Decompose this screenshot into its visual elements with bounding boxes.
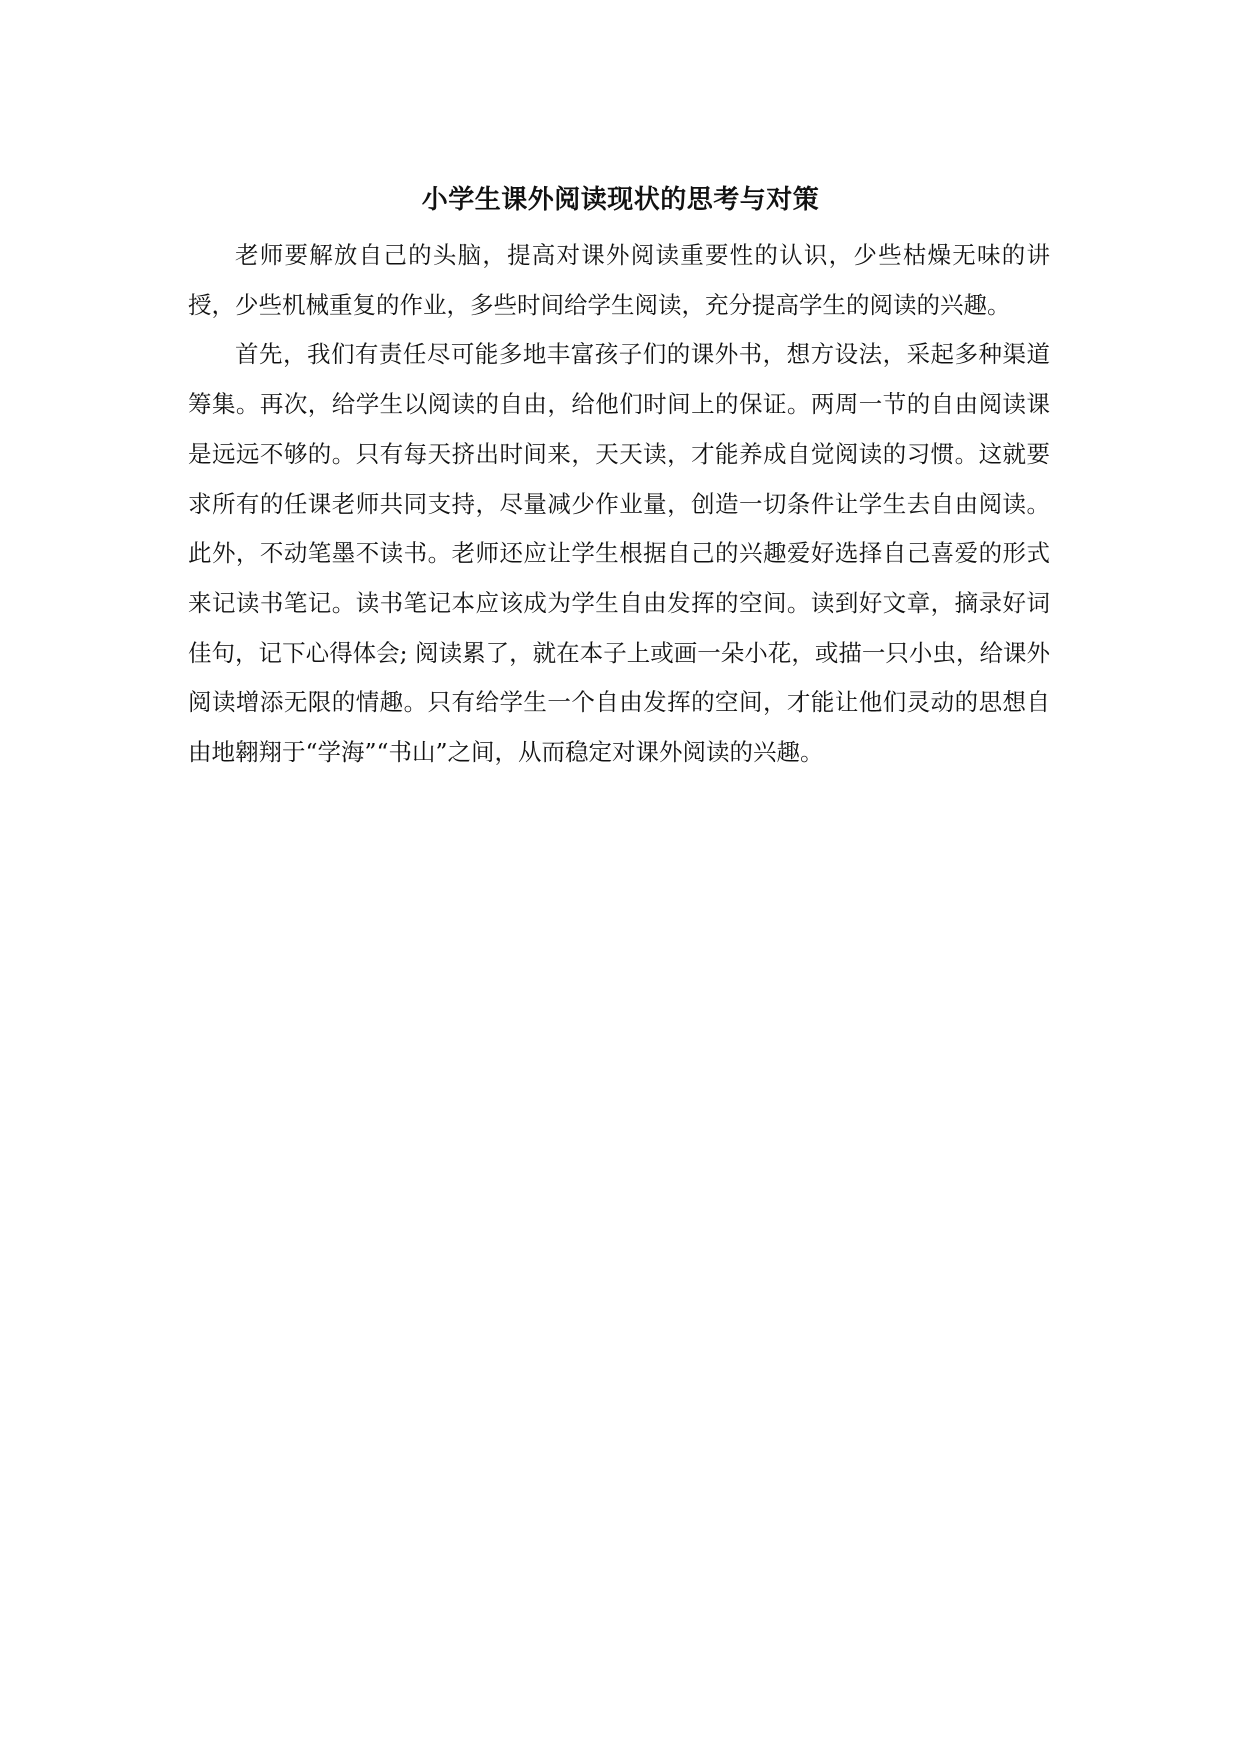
document-body (188, 231, 1050, 778)
paragraph-1: 老师要解放自己的头脑，提高对课外阅读重要性的认识，少些枯燥无味的讲授，少些机械重复的作业，多些时间给学生阅读，充分提高学生的阅读的兴趣。 (188, 241, 1050, 319)
document-title: 小学生课外阅读现状的思考与对策 (421, 185, 820, 216)
paragraph-2: 首先，我们有责任尽可能多地丰富孩子们的课外书，想方设法，采起多种渠道筹集。再次，给学生以阅读的自由，给他们时间上的保证。两周一节的自由阅读课是远远不够的。只有每天挤出时间来，天天读，才能养成自觉阅读的习惯。这就要求所有的任课老师共同支持，尽量减少作业量，创造一切条件让学生去自由阅读。此外，不动笔墨不读书。老师还应让学生根据自己的兴趣爱好选择自己喜爱的形式来记读书笔记。读书笔记本应该成为学生自由发挥的空间。读到好文章，摘录好词佳句，记下心得体会; 阅读累了，就在本子上或画一朵小花，或描一只小虫，给课外阅读增添无限的情趣。只有给学生一个自由发挥的空间，才能让他们灵动的思想自由地翱翔于“学海”“书山”之间，从而稳定对课外阅读的兴趣。 (188, 340, 1050, 767)
